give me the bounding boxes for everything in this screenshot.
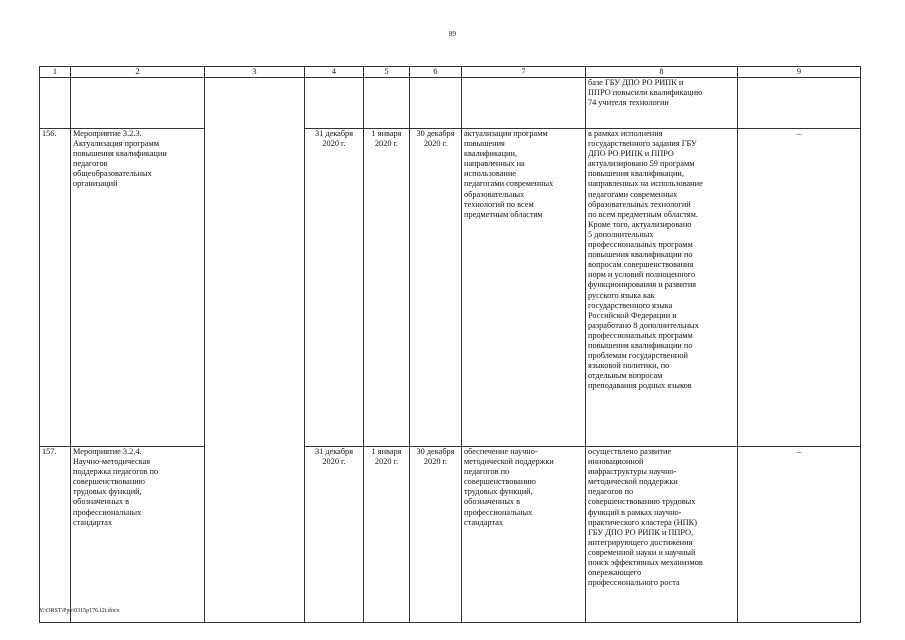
text-line: Актуализация программ [73, 139, 160, 149]
cell-number [40, 78, 71, 129]
cell-number: 156. [40, 129, 71, 447]
text-line: проблемам государственной [588, 351, 688, 361]
text-line: 1 января [371, 129, 402, 138]
text-line: профессионального роста [588, 578, 680, 588]
text-line: государственного задания ГБУ [588, 139, 697, 149]
text-line: 1 января [371, 447, 402, 456]
text-line: 74 учителя технологии [588, 98, 669, 108]
text-line: трудовых функций, [464, 487, 533, 497]
cell-event [71, 447, 205, 623]
text-line: 30 декабря [416, 129, 455, 138]
cell-plan-date [305, 78, 364, 129]
text-line: базе ГБУ ДПО РО РИПК и [588, 78, 684, 87]
cell-executor [205, 78, 305, 623]
cell-end-date [410, 129, 462, 447]
text-line: направленных на использование [588, 179, 703, 189]
text-line: стандартах [464, 517, 504, 527]
cell-notes: – [738, 447, 861, 623]
text-line: инфраструктуры научно- [588, 467, 677, 477]
text-line: современной науки и научный [588, 547, 696, 557]
cell-actual-result [586, 447, 738, 623]
text-line: профессиональных [464, 507, 533, 517]
report-table [39, 66, 861, 623]
text-line: опережающего [588, 568, 642, 578]
file-path-footer: Y:\ORST\Ppo\0315p176.f2t.docx [39, 608, 120, 614]
text-line: образовательных технологий [588, 199, 691, 209]
text-line: направленных на [464, 159, 525, 169]
text-line: Мероприятие 3.2.3. [73, 129, 142, 138]
cell-end-date [410, 78, 462, 129]
text-line: функционирования и развития [588, 280, 697, 290]
text-line: педагогов по [464, 467, 510, 477]
text-line: педагогов [73, 159, 108, 169]
cell-end-date [410, 447, 462, 623]
text-line: вопросам совершенствования [588, 260, 694, 270]
text-line: повышения квалификации, [588, 169, 684, 179]
table-row [40, 447, 861, 623]
text-line: осуществлено развитие [588, 447, 672, 456]
text-line: Российской Федерации и [588, 310, 677, 320]
text-line: педагогами современных [588, 189, 678, 199]
text-line: отдельным вопросам [588, 371, 663, 381]
cell-expected-result [462, 447, 586, 623]
text-line: профессиональных программ [588, 330, 693, 340]
text-line: Научно-методическая [73, 457, 151, 467]
text-line: русского языка как [588, 290, 655, 300]
text-line: ППРО повысили квалификацию [588, 88, 703, 98]
text-line: повышения [464, 139, 505, 149]
text-line: Мероприятие 3.2.4. [73, 447, 142, 456]
text-line: повышения квалификации по [588, 340, 693, 350]
cell-notes: – [738, 129, 861, 447]
cell-plan-date [305, 129, 364, 447]
cell-event [71, 129, 205, 447]
cell-number: 157. [40, 447, 71, 623]
column-header: 7 [462, 67, 586, 78]
text-line: государственного языка [588, 300, 673, 310]
text-line: предметным областям [464, 209, 543, 219]
text-line: методической поддержки [464, 457, 554, 467]
text-line: практического кластера (НПК) [588, 517, 697, 527]
text-line: поддержка педагогов по [73, 467, 159, 477]
cell-expected-result [462, 78, 586, 129]
text-line: 31 декабря [314, 129, 354, 138]
text-line: 2020 г. [423, 457, 448, 467]
text-line: общеобразовательных [73, 169, 152, 179]
column-header: 3 [205, 67, 305, 78]
text-line: 2020 г. [322, 457, 346, 467]
text-line: 30 декабря [416, 447, 455, 456]
text-line: функций в рамках научно- [588, 507, 682, 517]
text-line: стандартах [73, 517, 113, 527]
text-line: 2020 г. [374, 139, 399, 149]
cell-start-date [364, 129, 410, 447]
cell-notes [738, 78, 861, 129]
text-line: профессиональных программ [588, 240, 693, 250]
column-header-row [40, 67, 861, 78]
cell-plan-date [305, 447, 364, 623]
text-line: 31 декабря [314, 447, 354, 456]
text-line: использование [464, 169, 516, 179]
text-line: совершенствованию трудовых [588, 497, 696, 507]
column-header: 9 [738, 67, 861, 78]
text-line: методической поддержки [588, 477, 678, 487]
text-line: интегрирующего достижения [588, 537, 693, 547]
table-row [40, 129, 861, 447]
cell-actual-result [586, 129, 738, 447]
text-line: Кроме того, актуализировано [588, 219, 692, 229]
text-line: 2020 г. [322, 139, 346, 149]
text-line: норм и условий полноценного [588, 270, 696, 280]
column-header: 8 [586, 67, 738, 78]
cell-expected-result [462, 129, 586, 447]
text-line: инновационной [588, 457, 644, 467]
text-line: 5 дополнительных [588, 229, 654, 239]
text-line: преподавания родных языков [588, 381, 692, 391]
text-line: разработано 8 дополнительных [588, 320, 699, 330]
text-line: трудовых функций, [73, 487, 142, 497]
column-header: 4 [305, 67, 364, 78]
text-line: педагогов по [588, 487, 634, 497]
text-line: образовательных [464, 189, 525, 199]
text-line: профессиональных [73, 507, 142, 517]
text-line: по всем предметным областям. [588, 209, 698, 219]
text-line: повышения квалификации по [588, 250, 693, 260]
text-line: обозначенных в [464, 497, 521, 507]
text-line: технологий по всем [464, 199, 534, 209]
cell-event [71, 78, 205, 129]
text-line: в рамках исполнения [588, 129, 663, 138]
text-line: организаций [73, 179, 118, 189]
text-line: поиск эффективных механизмов [588, 558, 703, 568]
text-line: педагогами современных [464, 179, 554, 189]
text-line: 2020 г. [374, 457, 399, 467]
column-header: 6 [410, 67, 462, 78]
table-row-continuation [40, 78, 861, 129]
text-line: актуализация программ [464, 129, 548, 138]
page-number: 89 [449, 30, 456, 38]
text-line: языковой политики, по [588, 361, 670, 371]
column-header: 2 [71, 67, 205, 78]
text-line: актуализировано 59 программ [588, 159, 695, 169]
text-line: ДПО РО РИПК и ППРО [588, 149, 674, 159]
text-line: обеспечение научно- [464, 447, 538, 456]
text-line: квалификации, [464, 149, 517, 159]
text-line: обозначенных в [73, 497, 130, 507]
text-line: ГБУ ДПО РО РИПК и ППРО, [588, 527, 694, 537]
cell-start-date [364, 447, 410, 623]
text-line: повышения квалификации [73, 149, 167, 159]
column-header: 5 [364, 67, 410, 78]
text-line: 2020 г. [423, 139, 448, 149]
cell-actual-result [586, 78, 738, 129]
cell-start-date [364, 78, 410, 129]
text-line: совершенствованию [464, 477, 536, 487]
text-line: совершенствованию [73, 477, 145, 487]
column-header: 1 [40, 67, 71, 78]
